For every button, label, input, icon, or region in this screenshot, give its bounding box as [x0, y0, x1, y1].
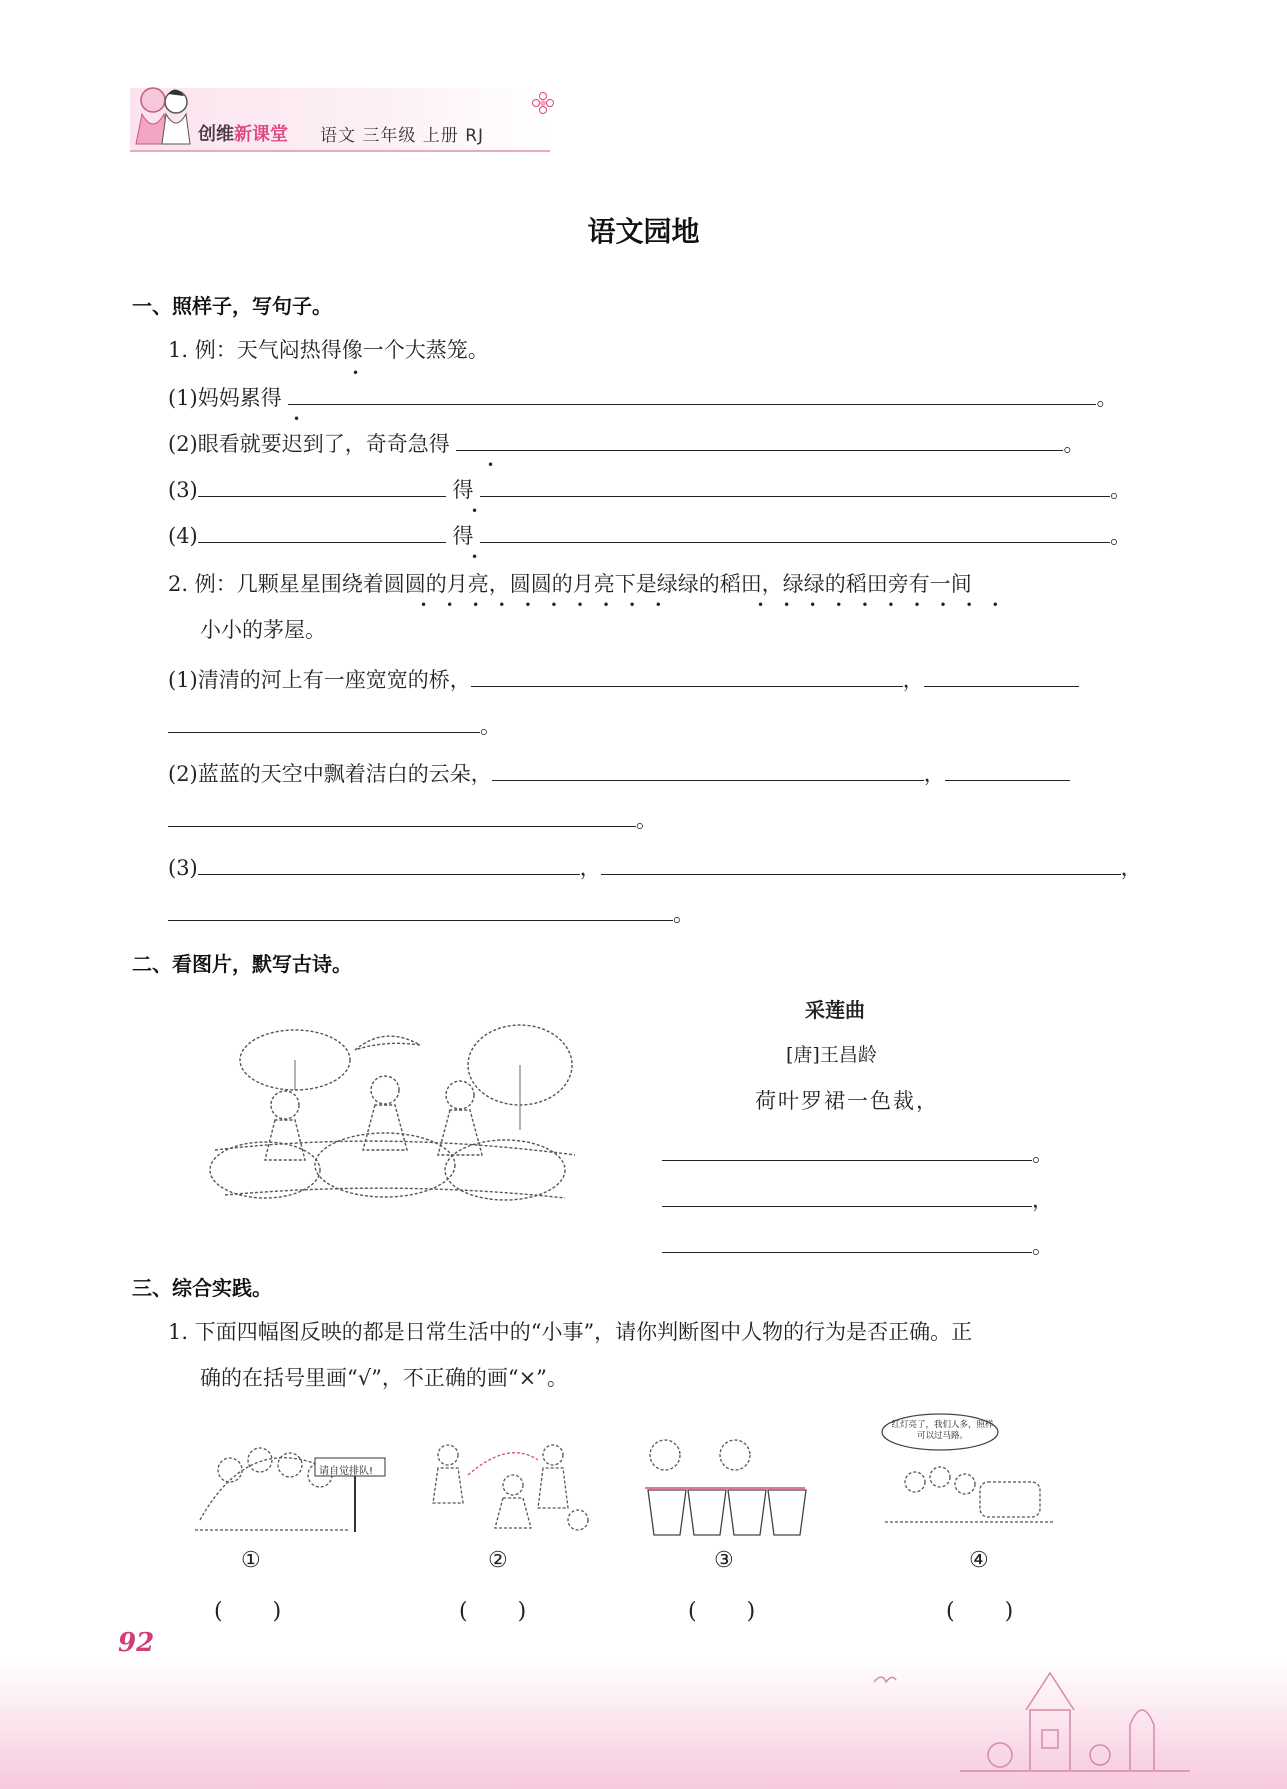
answer-blank[interactable]: [924, 664, 1079, 687]
q2-item-1-label: (1)清清的河上有一座宽宽的桥，: [168, 668, 471, 692]
page-number: 92: [118, 1628, 155, 1658]
answer-paren-3[interactable]: ( ): [688, 1599, 758, 1624]
period: 。: [1110, 478, 1132, 502]
q1-item-4-label: (4): [168, 524, 198, 548]
period: 。: [636, 808, 657, 832]
poem-line-2: [662, 1138, 1053, 1168]
q2-item-2: [168, 758, 1070, 788]
q1-item-4: [168, 520, 1131, 550]
answer-blank[interactable]: [168, 710, 480, 733]
q2-item-1-cont: [168, 710, 501, 740]
emphasis-dot: •: [293, 412, 301, 426]
q1-item-2-label: (2)眼看就要迟到了，奇奇急得: [168, 432, 450, 456]
castle-icon: [960, 1655, 1190, 1775]
q2-item-1: [168, 664, 1079, 694]
q2-item-3-cont: [168, 898, 694, 928]
q2-example-line-1: 2. 例：几颗星星围绕着圆圆的月亮，圆圆的月亮下是绿绿的稻田，绿绿的稻田旁有一间: [168, 572, 972, 596]
answer-blank[interactable]: [198, 474, 446, 497]
emphasis-dot: •: [471, 550, 479, 564]
poem-line-1: 荷叶罗裙一色裁，: [755, 1089, 939, 1113]
brand-logo: 创维新课堂: [198, 124, 288, 145]
answer-blank[interactable]: [168, 804, 636, 827]
period: 。: [1110, 524, 1132, 548]
q1-item-1-label: (1)妈妈累得: [168, 386, 282, 410]
emphasis-dot: •: [471, 504, 479, 518]
q1-item-2: [168, 428, 1084, 458]
poem-line-3: [662, 1184, 1053, 1214]
period: 。: [1032, 1142, 1053, 1166]
q1-item-3-label: (3): [168, 478, 198, 502]
s3-q1-line-2: 确的在括号里画“√”，不正确的画“×”。: [200, 1366, 568, 1390]
poem-title: 采莲曲: [805, 998, 865, 1022]
emphasis-dot: •: [352, 366, 360, 380]
q1-item-3: [168, 474, 1131, 504]
comma: ，: [923, 762, 945, 786]
section-1-heading: 一、照样子，写句子。: [132, 294, 332, 318]
s3-q1-line-1: 1. 下面四幅图反映的都是日常生活中的“小事”，请你判断图中人物的行为是否正确。正: [168, 1320, 973, 1344]
answer-blank[interactable]: [945, 758, 1070, 781]
emphasis-dot: •: [487, 458, 495, 472]
answer-blank[interactable]: [662, 1230, 1032, 1253]
answer-blank[interactable]: [198, 852, 580, 875]
comma: ，: [1120, 856, 1142, 880]
period: 。: [1032, 1234, 1053, 1258]
q1-item-1: [168, 382, 1117, 412]
q1-example: [168, 336, 489, 364]
mascot-icon: [128, 80, 198, 152]
section-3-heading: 三、综合实践。: [132, 1276, 272, 1300]
period: 。: [673, 902, 694, 926]
emphasis-dots: ••••••••••: [757, 598, 1018, 612]
answer-blank[interactable]: [168, 898, 673, 921]
picture-3-recycling: [640, 1430, 810, 1542]
answer-blank[interactable]: [662, 1138, 1032, 1161]
q2-item-2-cont: [168, 804, 657, 834]
answer-blank[interactable]: [601, 852, 1121, 875]
answer-blank[interactable]: [480, 520, 1110, 543]
de-word: 得: [452, 524, 474, 548]
answer-paren-2[interactable]: ( ): [459, 1599, 529, 1624]
bird-icon: [872, 1670, 898, 1692]
answer-blank[interactable]: [471, 664, 903, 687]
de-word: 得: [452, 478, 474, 502]
answer-blank[interactable]: [480, 474, 1110, 497]
picture-2-park: [418, 1440, 598, 1540]
picture-label-3: ③: [714, 1548, 734, 1573]
lotus-picking-illustration: [205, 1020, 580, 1215]
period: 。: [1096, 386, 1118, 410]
answer-blank[interactable]: [198, 520, 446, 543]
q2-item-2-label: (2)蓝蓝的天空中飘着洁白的云朵，: [168, 762, 492, 786]
page-title: 语文园地: [587, 215, 700, 248]
speech-bubble-text: 红灯亮了，我们人多，照样可以过马路。: [891, 1420, 994, 1441]
picture-label-1: ①: [241, 1548, 261, 1573]
period: 。: [1063, 432, 1085, 456]
q2-item-3: [168, 852, 1142, 882]
poem-line-4: [662, 1230, 1053, 1260]
answer-blank[interactable]: [662, 1184, 1032, 1207]
section-2-heading: 二、看图片，默写古诗。: [132, 952, 352, 976]
queue-sign-text: 请自觉排队!: [319, 1466, 374, 1477]
comma: ，: [902, 668, 924, 692]
answer-paren-1[interactable]: ( ): [214, 1599, 284, 1624]
period: 。: [480, 714, 501, 738]
emphasis-dots: ••••••••••: [420, 598, 681, 612]
flower-icon: [532, 92, 554, 114]
book-info: 语文 三年级 上册 RJ: [320, 126, 485, 146]
picture-label-4: ④: [969, 1548, 989, 1573]
answer-blank[interactable]: [456, 428, 1063, 451]
answer-paren-4[interactable]: ( ): [946, 1599, 1016, 1624]
answer-blank[interactable]: [492, 758, 924, 781]
answer-blank[interactable]: [288, 382, 1096, 405]
picture-1-queue: [190, 1430, 390, 1540]
poem-author: [唐]王昌龄: [786, 1044, 877, 1066]
picture-label-2: ②: [488, 1548, 508, 1573]
q1-example-text: 1. 例：天气闷热得像一个大蒸笼。: [168, 338, 489, 362]
comma: ，: [579, 856, 601, 880]
q2-item-3-label: (3): [168, 856, 198, 880]
comma: ，: [1032, 1188, 1053, 1212]
q2-example-line-2: 小小的茅屋。: [200, 618, 326, 642]
